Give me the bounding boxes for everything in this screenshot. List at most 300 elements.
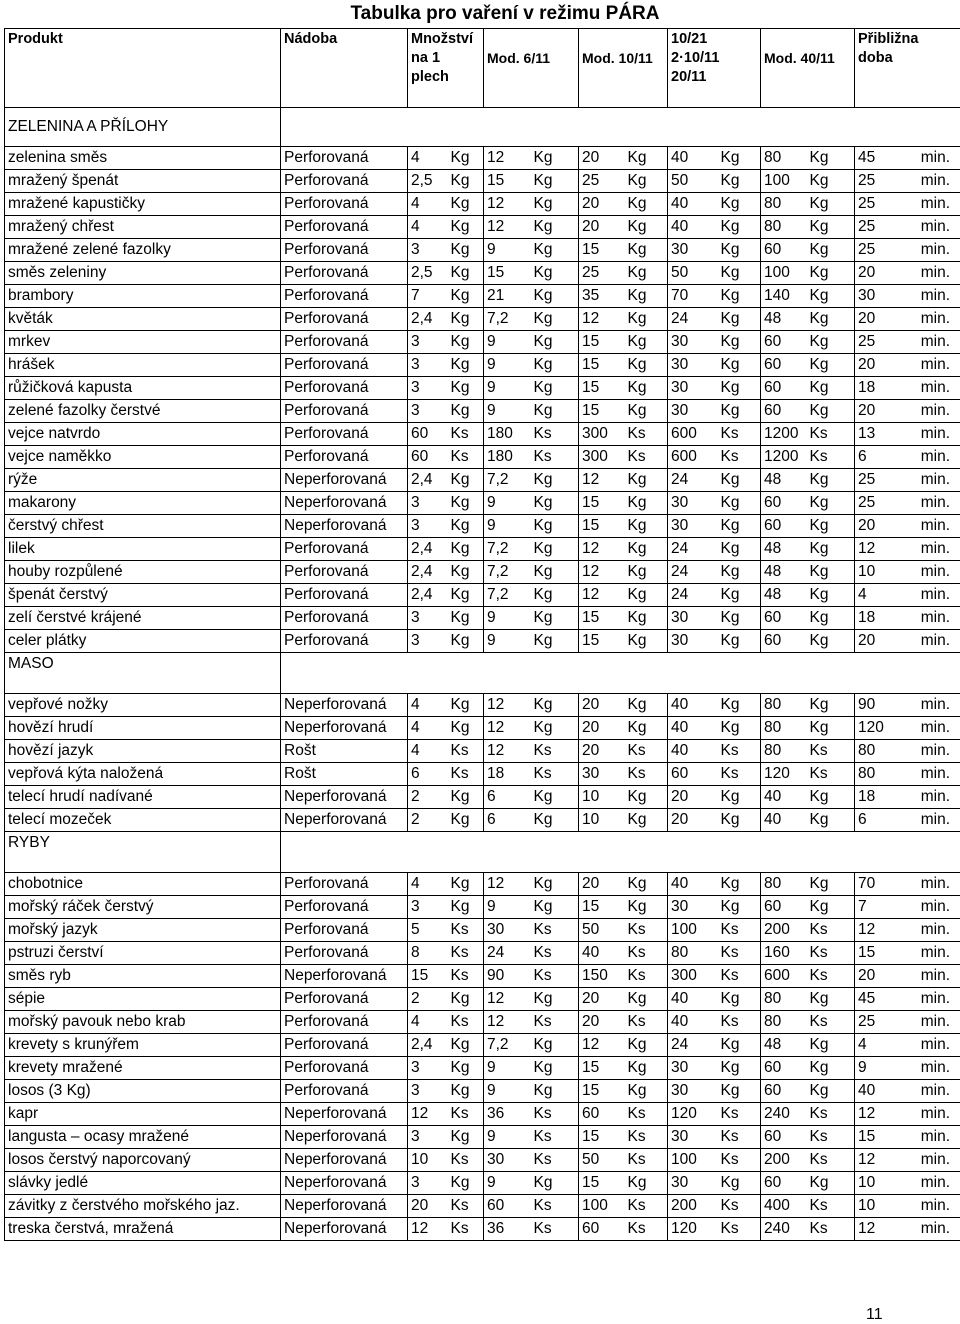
product-cell: houby rozpůlené: [5, 561, 281, 584]
mod10-value-cell: 15: [579, 354, 625, 377]
mod10-unit-cell: Kg: [625, 469, 668, 492]
container-cell: Neperforovaná: [281, 965, 408, 988]
qty-unit-cell: Kg: [448, 239, 484, 262]
qty-unit-cell: Kg: [448, 584, 484, 607]
section-header: [5, 653, 960, 694]
time-unit-cell: min.: [901, 919, 960, 942]
mod40-unit-cell: Kg: [807, 1057, 855, 1080]
container-cell: Perforovaná: [281, 584, 408, 607]
time-unit-cell: min.: [901, 763, 960, 786]
mod20-value-cell: 70: [668, 285, 718, 308]
time-value-cell: 45: [855, 147, 901, 170]
container-cell: Perforovaná: [281, 1080, 408, 1103]
mod10-value-cell: 20: [579, 1011, 625, 1034]
mod6-value-cell: 9: [484, 515, 531, 538]
mod10-unit-cell: Ks: [625, 919, 668, 942]
header-container: Nádoba: [281, 29, 408, 108]
container-cell: Perforovaná: [281, 1011, 408, 1034]
time-unit-cell: min.: [901, 1126, 960, 1149]
container-cell: Perforovaná: [281, 170, 408, 193]
mod10-unit-cell: Ks: [625, 1195, 668, 1218]
qty-unit-cell: Kg: [448, 285, 484, 308]
qty-value-cell: 2,4: [408, 538, 448, 561]
mod20-unit-cell: Kg: [718, 216, 761, 239]
mod20-value-cell: 30: [668, 331, 718, 354]
qty-value-cell: 7: [408, 285, 448, 308]
qty-unit-cell: Kg: [448, 607, 484, 630]
time-unit-cell: min.: [901, 400, 960, 423]
qty-value-cell: 4: [408, 147, 448, 170]
time-value-cell: 45: [855, 988, 901, 1011]
product-cell: kapr: [5, 1103, 281, 1126]
time-value-cell: 15: [855, 942, 901, 965]
mod6-unit-cell: Kg: [531, 239, 579, 262]
qty-unit-cell: Kg: [448, 1057, 484, 1080]
mod20-unit-cell: Kg: [718, 1172, 761, 1195]
mod10-value-cell: 20: [579, 216, 625, 239]
qty-value-cell: 3: [408, 630, 448, 653]
product-cell: vepřové nožky: [5, 694, 281, 717]
header-mod6: Mod. 6/11: [484, 29, 579, 108]
mod40-unit-cell: Kg: [807, 239, 855, 262]
time-value-cell: 70: [855, 873, 901, 896]
time-value-cell: 80: [855, 740, 901, 763]
mod20-unit-cell: Kg: [718, 630, 761, 653]
mod20-unit-cell: Ks: [718, 965, 761, 988]
container-cell: Neperforovaná: [281, 717, 408, 740]
mod10-value-cell: 15: [579, 239, 625, 262]
qty-unit-cell: Ks: [448, 423, 484, 446]
mod6-unit-cell: Kg: [531, 584, 579, 607]
mod40-value-cell: 60: [761, 239, 807, 262]
mod6-unit-cell: Kg: [531, 515, 579, 538]
mod40-value-cell: 80: [761, 216, 807, 239]
mod10-value-cell: 15: [579, 896, 625, 919]
table-row: [5, 1218, 960, 1241]
qty-value-cell: 3: [408, 377, 448, 400]
mod10-unit-cell: Ks: [625, 1011, 668, 1034]
mod6-value-cell: 18: [484, 763, 531, 786]
qty-value-cell: 8: [408, 942, 448, 965]
mod40-value-cell: 80: [761, 873, 807, 896]
table-row: [5, 308, 960, 331]
table-row: [5, 446, 960, 469]
mod40-value-cell: 48: [761, 308, 807, 331]
mod6-unit-cell: Kg: [531, 193, 579, 216]
mod10-unit-cell: Kg: [625, 285, 668, 308]
qty-value-cell: 3: [408, 515, 448, 538]
container-cell: Perforovaná: [281, 285, 408, 308]
mod20-value-cell: 100: [668, 919, 718, 942]
time-value-cell: 40: [855, 1080, 901, 1103]
mod40-unit-cell: Kg: [807, 809, 855, 832]
qty-unit-cell: Kg: [448, 400, 484, 423]
product-cell: zelené fazolky čerstvé: [5, 400, 281, 423]
mod40-unit-cell: Kg: [807, 308, 855, 331]
qty-value-cell: 2,4: [408, 584, 448, 607]
mod10-unit-cell: Kg: [625, 630, 668, 653]
table-row: [5, 285, 960, 308]
qty-unit-cell: Kg: [448, 492, 484, 515]
mod20-unit-cell: Kg: [718, 873, 761, 896]
mod40-value-cell: 60: [761, 354, 807, 377]
mod10-value-cell: 15: [579, 1080, 625, 1103]
header-product: Produkt: [5, 29, 281, 108]
qty-unit-cell: Kg: [448, 1080, 484, 1103]
mod6-value-cell: 12: [484, 193, 531, 216]
mod10-value-cell: 15: [579, 630, 625, 653]
mod20-unit-cell: Kg: [718, 786, 761, 809]
mod40-unit-cell: Ks: [807, 1103, 855, 1126]
mod10-value-cell: 30: [579, 763, 625, 786]
table-row: [5, 919, 960, 942]
mod6-value-cell: 7,2: [484, 1034, 531, 1057]
mod40-unit-cell: Ks: [807, 1218, 855, 1241]
qty-unit-cell: Kg: [448, 630, 484, 653]
container-cell: Neperforovaná: [281, 1126, 408, 1149]
table-row: [5, 988, 960, 1011]
time-value-cell: 12: [855, 919, 901, 942]
mod6-value-cell: 12: [484, 1011, 531, 1034]
time-unit-cell: min.: [901, 584, 960, 607]
mod6-unit-cell: Kg: [531, 786, 579, 809]
table-row: [5, 492, 960, 515]
mod40-unit-cell: Kg: [807, 400, 855, 423]
container-cell: Perforovaná: [281, 538, 408, 561]
qty-unit-cell: Ks: [448, 1011, 484, 1034]
time-value-cell: 18: [855, 377, 901, 400]
mod20-unit-cell: Kg: [718, 584, 761, 607]
section-filler: [281, 832, 960, 873]
qty-value-cell: 3: [408, 1057, 448, 1080]
mod6-unit-cell: Ks: [531, 965, 579, 988]
mod6-unit-cell: Kg: [531, 170, 579, 193]
mod20-unit-cell: Ks: [718, 763, 761, 786]
mod10-unit-cell: Kg: [625, 988, 668, 1011]
mod6-unit-cell: Kg: [531, 492, 579, 515]
qty-unit-cell: Kg: [448, 896, 484, 919]
mod40-value-cell: 80: [761, 717, 807, 740]
mod6-value-cell: 15: [484, 170, 531, 193]
table-row: [5, 740, 960, 763]
qty-value-cell: 60: [408, 423, 448, 446]
qty-value-cell: 4: [408, 694, 448, 717]
section-header: [5, 832, 960, 873]
mod20-value-cell: 24: [668, 308, 718, 331]
mod40-unit-cell: Kg: [807, 377, 855, 400]
time-value-cell: 18: [855, 607, 901, 630]
time-unit-cell: min.: [901, 354, 960, 377]
mod40-value-cell: 200: [761, 1149, 807, 1172]
mod10-value-cell: 12: [579, 538, 625, 561]
steam-cooking-table: [4, 28, 960, 1241]
time-unit-cell: min.: [901, 308, 960, 331]
mod6-unit-cell: Ks: [531, 1195, 579, 1218]
mod20-unit-cell: Kg: [718, 469, 761, 492]
mod10-unit-cell: Kg: [625, 896, 668, 919]
time-value-cell: 9: [855, 1057, 901, 1080]
mod20-value-cell: 120: [668, 1218, 718, 1241]
mod20-value-cell: 50: [668, 170, 718, 193]
mod6-unit-cell: Ks: [531, 919, 579, 942]
mod40-unit-cell: Ks: [807, 1195, 855, 1218]
mod40-value-cell: 1200: [761, 423, 807, 446]
mod6-value-cell: 12: [484, 147, 531, 170]
mod20-value-cell: 30: [668, 492, 718, 515]
table-row: [5, 1011, 960, 1034]
header-mod40: Mod. 40/11: [761, 29, 855, 108]
time-value-cell: 120: [855, 717, 901, 740]
mod40-value-cell: 80: [761, 988, 807, 1011]
mod6-unit-cell: Kg: [531, 538, 579, 561]
mod10-unit-cell: Ks: [625, 763, 668, 786]
product-cell: mražený chřest: [5, 216, 281, 239]
time-value-cell: 25: [855, 170, 901, 193]
time-value-cell: 20: [855, 515, 901, 538]
mod6-unit-cell: Kg: [531, 400, 579, 423]
mod40-unit-cell: Kg: [807, 584, 855, 607]
product-cell: zelí čerstvé krájené: [5, 607, 281, 630]
time-unit-cell: min.: [901, 147, 960, 170]
qty-value-cell: 3: [408, 492, 448, 515]
time-unit-cell: min.: [901, 515, 960, 538]
mod20-value-cell: 40: [668, 873, 718, 896]
time-unit-cell: min.: [901, 193, 960, 216]
mod10-unit-cell: Kg: [625, 262, 668, 285]
mod20-unit-cell: Kg: [718, 400, 761, 423]
mod6-unit-cell: Ks: [531, 942, 579, 965]
mod20-value-cell: 50: [668, 262, 718, 285]
time-value-cell: 12: [855, 1149, 901, 1172]
qty-unit-cell: Ks: [448, 1103, 484, 1126]
mod20-value-cell: 60: [668, 763, 718, 786]
time-value-cell: 13: [855, 423, 901, 446]
time-unit-cell: min.: [901, 717, 960, 740]
qty-value-cell: 3: [408, 896, 448, 919]
qty-unit-cell: Kg: [448, 538, 484, 561]
qty-value-cell: 3: [408, 1126, 448, 1149]
mod40-unit-cell: Kg: [807, 515, 855, 538]
time-unit-cell: min.: [901, 942, 960, 965]
mod40-value-cell: 80: [761, 1011, 807, 1034]
mod10-value-cell: 25: [579, 262, 625, 285]
mod6-value-cell: 12: [484, 694, 531, 717]
mod10-unit-cell: Ks: [625, 1126, 668, 1149]
mod20-value-cell: 30: [668, 377, 718, 400]
qty-unit-cell: Ks: [448, 1149, 484, 1172]
mod6-value-cell: 12: [484, 988, 531, 1011]
mod6-unit-cell: Ks: [531, 1218, 579, 1241]
container-cell: Perforovaná: [281, 1057, 408, 1080]
mod6-unit-cell: Kg: [531, 1057, 579, 1080]
qty-unit-cell: Kg: [448, 809, 484, 832]
time-unit-cell: min.: [901, 607, 960, 630]
mod10-value-cell: 10: [579, 786, 625, 809]
time-value-cell: 25: [855, 193, 901, 216]
mod40-unit-cell: Ks: [807, 446, 855, 469]
product-cell: hovězí jazyk: [5, 740, 281, 763]
product-cell: směs ryb: [5, 965, 281, 988]
qty-unit-cell: Ks: [448, 942, 484, 965]
time-value-cell: 20: [855, 262, 901, 285]
mod6-value-cell: 9: [484, 354, 531, 377]
mod40-unit-cell: Kg: [807, 630, 855, 653]
mod20-unit-cell: Kg: [718, 492, 761, 515]
mod10-unit-cell: Ks: [625, 942, 668, 965]
container-cell: Neperforovaná: [281, 492, 408, 515]
mod10-unit-cell: Kg: [625, 400, 668, 423]
qty-value-cell: 3: [408, 239, 448, 262]
mod6-value-cell: 180: [484, 423, 531, 446]
table-row: [5, 896, 960, 919]
time-unit-cell: min.: [901, 170, 960, 193]
section-title: ZELENINA A PŘÍLOHY: [5, 108, 281, 147]
qty-unit-cell: Kg: [448, 377, 484, 400]
time-value-cell: 12: [855, 1103, 901, 1126]
qty-unit-cell: Kg: [448, 147, 484, 170]
time-value-cell: 18: [855, 786, 901, 809]
product-cell: vejce natvrdo: [5, 423, 281, 446]
mod6-value-cell: 7,2: [484, 538, 531, 561]
header-mod20-line2: 2·10/11: [671, 50, 720, 66]
time-unit-cell: min.: [901, 561, 960, 584]
mod40-value-cell: 120: [761, 763, 807, 786]
qty-value-cell: 60: [408, 446, 448, 469]
mod6-unit-cell: Kg: [531, 354, 579, 377]
container-cell: Neperforovaná: [281, 694, 408, 717]
time-value-cell: 20: [855, 354, 901, 377]
mod20-unit-cell: Kg: [718, 331, 761, 354]
qty-unit-cell: Ks: [448, 1218, 484, 1241]
mod40-value-cell: 40: [761, 809, 807, 832]
time-value-cell: 10: [855, 1172, 901, 1195]
product-cell: závitky z čerstvého mořského jaz.: [5, 1195, 281, 1218]
container-cell: Neperforovaná: [281, 1172, 408, 1195]
mod40-value-cell: 60: [761, 492, 807, 515]
time-value-cell: 25: [855, 331, 901, 354]
container-cell: Perforovaná: [281, 446, 408, 469]
mod6-value-cell: 7,2: [484, 308, 531, 331]
mod6-unit-cell: Kg: [531, 377, 579, 400]
table-row: [5, 193, 960, 216]
table-row: [5, 1080, 960, 1103]
table-row: [5, 170, 960, 193]
mod20-value-cell: 30: [668, 630, 718, 653]
mod6-unit-cell: Ks: [531, 1011, 579, 1034]
mod40-value-cell: 40: [761, 786, 807, 809]
mod20-unit-cell: Kg: [718, 717, 761, 740]
mod10-value-cell: 20: [579, 740, 625, 763]
mod40-unit-cell: Kg: [807, 170, 855, 193]
mod40-value-cell: 1200: [761, 446, 807, 469]
product-cell: slávky jedlé: [5, 1172, 281, 1195]
mod6-unit-cell: Ks: [531, 740, 579, 763]
mod10-unit-cell: Kg: [625, 809, 668, 832]
time-value-cell: 12: [855, 1218, 901, 1241]
header-time-line2: doba: [858, 50, 893, 66]
container-cell: Perforovaná: [281, 331, 408, 354]
product-cell: květák: [5, 308, 281, 331]
mod40-value-cell: 600: [761, 965, 807, 988]
mod10-value-cell: 15: [579, 400, 625, 423]
qty-value-cell: 2: [408, 786, 448, 809]
qty-unit-cell: Kg: [448, 469, 484, 492]
table-row: [5, 965, 960, 988]
container-cell: Perforovaná: [281, 262, 408, 285]
mod6-value-cell: 9: [484, 1057, 531, 1080]
mod10-unit-cell: Kg: [625, 1080, 668, 1103]
time-unit-cell: min.: [901, 1080, 960, 1103]
mod40-unit-cell: Kg: [807, 694, 855, 717]
mod20-value-cell: 30: [668, 1126, 718, 1149]
qty-value-cell: 3: [408, 354, 448, 377]
mod10-value-cell: 20: [579, 873, 625, 896]
mod20-value-cell: 120: [668, 1103, 718, 1126]
qty-value-cell: 5: [408, 919, 448, 942]
mod10-unit-cell: Ks: [625, 423, 668, 446]
mod40-value-cell: 60: [761, 607, 807, 630]
container-cell: Perforovaná: [281, 377, 408, 400]
time-unit-cell: min.: [901, 262, 960, 285]
product-cell: lilek: [5, 538, 281, 561]
mod20-value-cell: 30: [668, 1172, 718, 1195]
product-cell: vepřová kýta naložená: [5, 763, 281, 786]
mod20-value-cell: 40: [668, 216, 718, 239]
container-cell: Neperforovaná: [281, 515, 408, 538]
qty-unit-cell: Kg: [448, 561, 484, 584]
mod10-value-cell: 35: [579, 285, 625, 308]
mod40-unit-cell: Kg: [807, 988, 855, 1011]
mod10-unit-cell: Kg: [625, 873, 668, 896]
mod40-value-cell: 240: [761, 1218, 807, 1241]
mod20-unit-cell: Kg: [718, 285, 761, 308]
qty-unit-cell: Kg: [448, 308, 484, 331]
table-row: [5, 561, 960, 584]
header-quantity: [408, 29, 484, 108]
mod6-unit-cell: Kg: [531, 285, 579, 308]
time-value-cell: 20: [855, 965, 901, 988]
container-cell: Perforovaná: [281, 193, 408, 216]
header-mod20: [668, 29, 761, 108]
mod40-value-cell: 48: [761, 584, 807, 607]
time-value-cell: 6: [855, 446, 901, 469]
time-value-cell: 25: [855, 1011, 901, 1034]
mod40-value-cell: 200: [761, 919, 807, 942]
mod40-value-cell: 80: [761, 193, 807, 216]
mod40-value-cell: 60: [761, 1172, 807, 1195]
product-cell: losos čerstvý naporcovaný: [5, 1149, 281, 1172]
container-cell: Neperforovaná: [281, 469, 408, 492]
product-cell: brambory: [5, 285, 281, 308]
time-value-cell: 25: [855, 469, 901, 492]
product-cell: krevety s krunýřem: [5, 1034, 281, 1057]
mod20-unit-cell: Kg: [718, 239, 761, 262]
time-unit-cell: min.: [901, 1149, 960, 1172]
mod6-unit-cell: Kg: [531, 216, 579, 239]
mod40-unit-cell: Ks: [807, 1149, 855, 1172]
mod40-unit-cell: Ks: [807, 1011, 855, 1034]
mod40-value-cell: 48: [761, 1034, 807, 1057]
mod6-unit-cell: Kg: [531, 630, 579, 653]
qty-unit-cell: Kg: [448, 354, 484, 377]
table-row: [5, 538, 960, 561]
qty-value-cell: 3: [408, 607, 448, 630]
mod6-value-cell: 24: [484, 942, 531, 965]
mod6-unit-cell: Ks: [531, 423, 579, 446]
table-row: [5, 515, 960, 538]
mod10-value-cell: 40: [579, 942, 625, 965]
mod10-unit-cell: Kg: [625, 308, 668, 331]
